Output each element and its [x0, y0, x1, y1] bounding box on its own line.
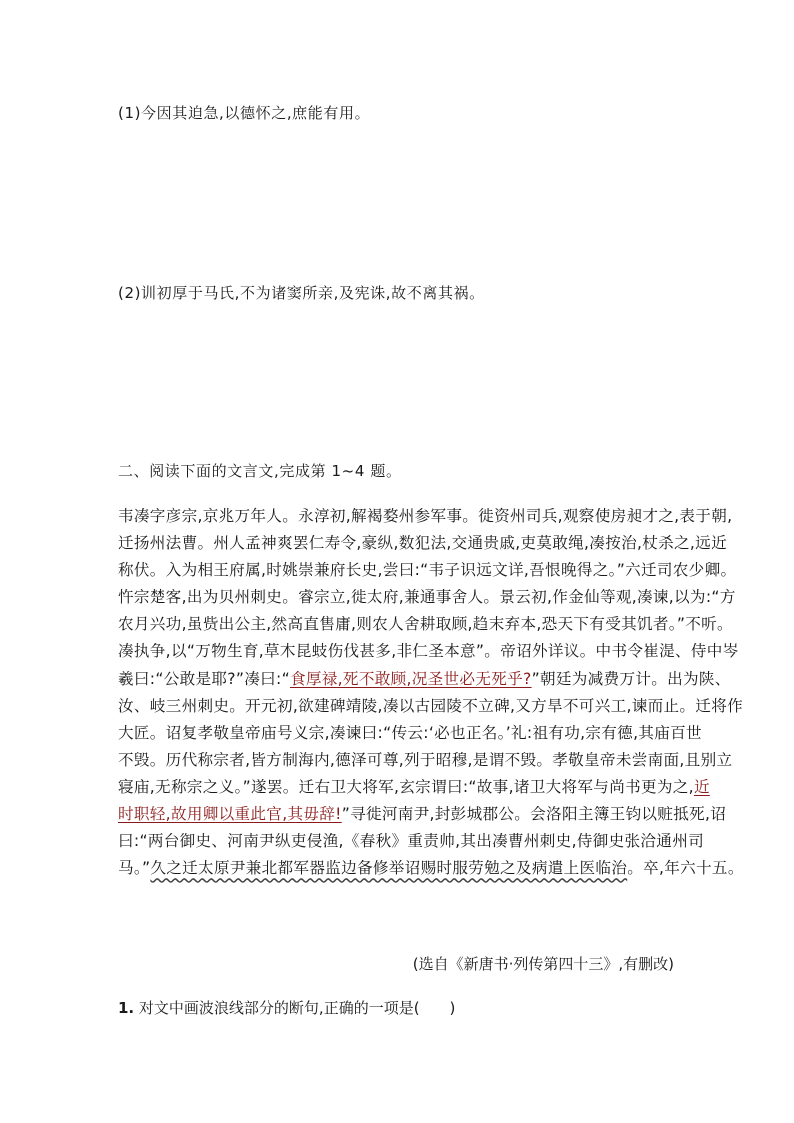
passage-line: 忤宗楚客,出为贝州刺史。睿宗立,徙太府,兼通事舍人。景云初,作金仙等观,凑谏,以为:“方 [118, 588, 736, 607]
passage-line: 韦凑字彦宗,京兆万年人。永淳初,解褐婺州参军事。徙资州司兵,观察使房昶才之,表于朝, [118, 507, 733, 525]
section-heading: 二、阅读下面的文言文,完成第 1~4 题。 [118, 462, 402, 480]
passage-line [118, 774, 710, 801]
source-citation: (选自《新唐书·列传第四十三》,有删改) [412, 955, 674, 973]
classical-passage [118, 503, 744, 882]
passage-line: 称伏。入为相王府属,时姚崇兼府长史,尝曰:“韦子识远文详,吾恨晚得之。”六迁司农少卿。 [118, 561, 737, 580]
passage-line: 农月兴功,虽赀出公主,然高直售庸,则农人舍耕取顾,趋末弃本,恐天下有受其饥者。”不听。 [118, 615, 733, 634]
passage-text: ”朝廷为减费万计。出为陕、 [531, 669, 731, 688]
passage-line: 曰:“两台御史、河南尹纵吏侵渔,《春秋》重责帅,其出凑曹州刺史,侍御史张洽通州司 [118, 832, 704, 851]
passage-text: 。卒,年六十五。 [627, 859, 744, 878]
passage-line [118, 666, 731, 693]
underlined-sentence: 食厚禄,死不敢顾,况圣世必无死乎? [289, 669, 532, 688]
question-number: 1. [118, 999, 135, 1017]
passage-line: 迁扬州法曹。州人孟神爽罢仁寿令,豪纵,数犯法,交通贵戚,吏莫敢绳,凑按治,杖杀之,远近 [118, 534, 727, 553]
passage-line: 大匠。诏复孝敬皇帝庙号义宗,凑谏曰:“传云:‘必也正名。’礼:祖有功,宗有德,其庙百世 [118, 723, 702, 742]
passage-line: 凑执争,以“万物生育,草木昆蚑伤伐甚多,非仁圣本意”。帝诏外详议。中书令崔湜、侍中岑 [118, 642, 739, 661]
underlined-sentence: 近 [693, 777, 710, 796]
passage-text: 寝庙,无称宗之义。”遂罢。迁右卫大将军,玄宗谓曰:“故事,诸卫大将军与尚书更为之, [118, 777, 694, 796]
translation-item-2: (2)训初厚于马氏,不为诸窦所亲,及宪诛,故不离其祸。 [118, 284, 485, 302]
wavy-underlined-segment: 久之迁太原尹兼北都军器监边备修举诏赐时服劳勉之及病遣上医临治 [150, 859, 628, 878]
passage-line: 不毁。历代称宗者,皆方制海内,德泽可尊,列于昭穆,是谓不毁。孝敬皇帝未尝南面,且别立 [118, 750, 733, 769]
underlined-sentence: 时职轻,故用卿以重此官,其毋辞! [118, 805, 342, 824]
passage-text: 马。” [118, 859, 151, 878]
question-text: 对文中画波浪线部分的断句,正确的一项是( ) [138, 999, 456, 1017]
passage-line [118, 801, 727, 828]
passage-text: 羲曰:“公敢是耶?”凑曰:“ [118, 669, 290, 688]
passage-line: 汝、岐三州刺史。开元初,欲建碑靖陵,凑以古园陵不立碑,又方旱不可兴工,谏而止。迁将作 [118, 696, 743, 715]
passage-text: ”寻徙河南尹,封彭城郡公。会洛阳主簿王钧以赃抵死,诏 [341, 805, 727, 824]
translation-item-1: (1)今因其迫急,以德怀之,庶能有用。 [118, 104, 371, 122]
question-1 [118, 998, 455, 1018]
passage-line [118, 855, 744, 882]
